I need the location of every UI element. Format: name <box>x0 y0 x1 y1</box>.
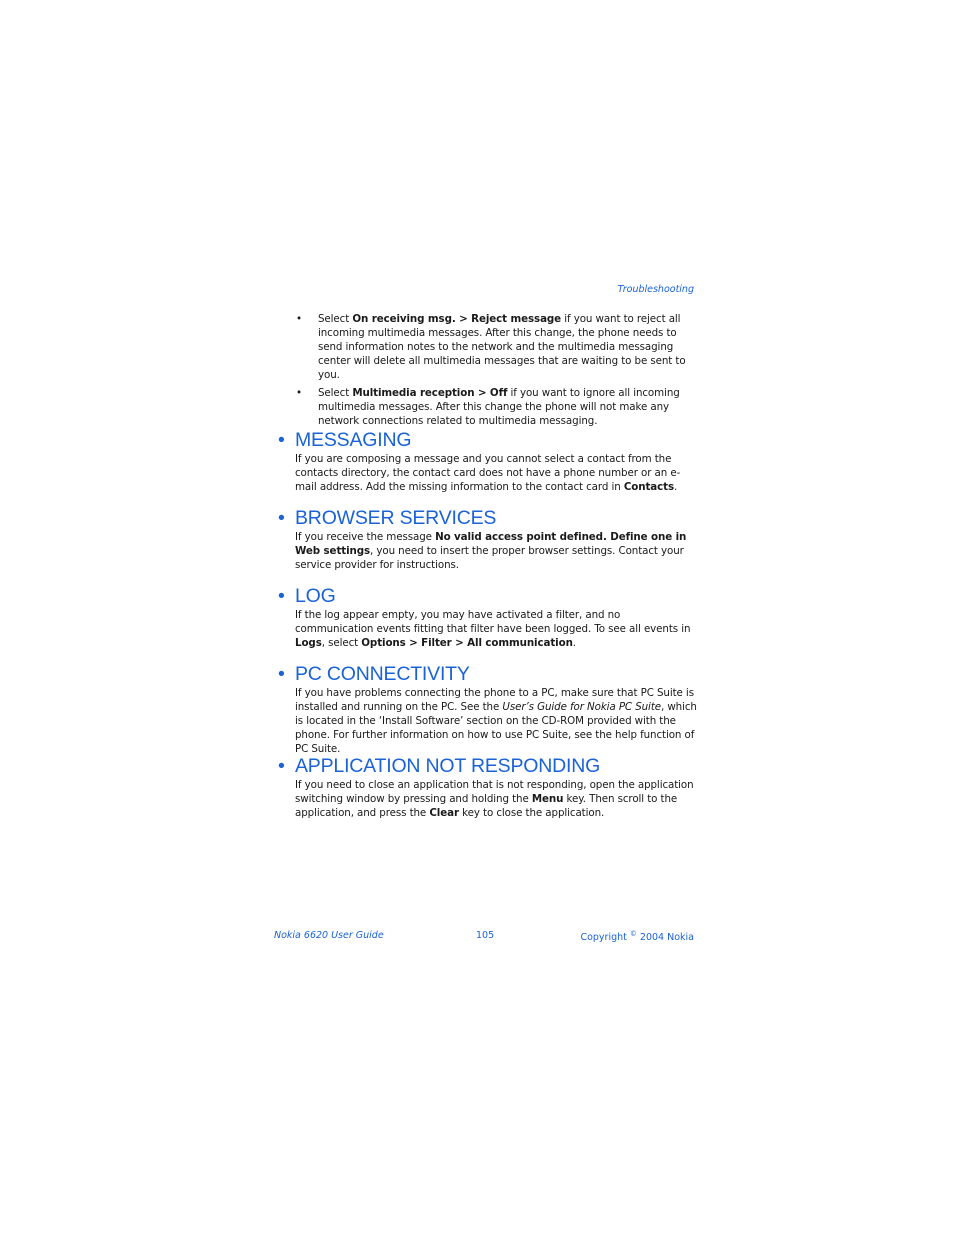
bold-term: On receiving msg. > Reject message <box>352 313 562 325</box>
text-run: key to close the application. <box>458 807 605 819</box>
footer-page-number: 105 <box>476 930 495 941</box>
section-paragraph <box>295 686 698 756</box>
text-run: If you receive the message <box>295 531 436 543</box>
section-browser-services <box>278 507 698 572</box>
text-run: If you are composing a message and you cannot select a contact from the contacts directory, the contact card does not have a phone number or an e-mail address. Add the missing information to the contact card in <box>295 453 681 493</box>
section-paragraph <box>295 608 698 650</box>
section-messaging <box>278 429 698 494</box>
text-run: if you want to reject all incoming multimedia messages. After this change, the phone needs to send information notes to the network and the multimedia messaging center will delete all multimedia messages that are waiting to be sent to you. <box>318 313 686 381</box>
section-heading <box>278 507 698 529</box>
section-paragraph <box>295 452 698 494</box>
copyright-suffix: 2004 Nokia <box>636 932 694 944</box>
text-run: Select <box>318 313 353 325</box>
text-run: Select <box>318 387 353 399</box>
section-paragraph <box>295 778 698 820</box>
bold-term: Menu <box>531 793 564 805</box>
italic-title: User’s Guide for Nokia PC Suite <box>502 701 661 713</box>
section-title: PC CONNECTIVITY <box>295 663 470 685</box>
bold-term: Logs <box>295 637 322 649</box>
running-header: Troubleshooting <box>617 284 694 295</box>
bullet-text <box>318 387 680 427</box>
heading-bullet-icon: • <box>278 755 285 777</box>
text-run: key. Then scroll to the application, and press the <box>295 793 678 819</box>
text-run: If you have problems connecting the phone to a PC, make sure that PC Suite is installed and running on the PC. See the <box>295 687 694 713</box>
bullet-item <box>296 386 696 428</box>
bullet-item <box>296 312 696 382</box>
heading-bullet-icon: • <box>278 585 285 607</box>
bullet-icon: • <box>296 387 302 399</box>
text-run: , select <box>321 637 362 649</box>
text-run: . <box>572 637 576 649</box>
bold-term: Options > Filter > All communication <box>361 637 573 649</box>
copyright-prefix: Copyright <box>580 932 630 944</box>
section-title: BROWSER SERVICES <box>295 507 497 529</box>
section-heading <box>278 755 698 777</box>
bullet-icon: • <box>296 313 302 325</box>
section-heading <box>278 429 698 451</box>
section-application-not-responding <box>278 755 698 820</box>
bold-term: No valid access point defined. Define one in Web settings <box>295 531 687 557</box>
bold-term: Contacts <box>623 481 675 493</box>
footer-copyright <box>580 930 694 943</box>
copyright-symbol: © <box>629 930 637 938</box>
bold-term: Multimedia reception > Off <box>352 387 508 399</box>
text-run: , which is located in the ‘Install Software’ section on the CD-ROM provided with the phone. For further information on how to use PC Suite, see the help function of PC Suite. <box>295 701 697 755</box>
bullet-list <box>296 312 696 432</box>
heading-bullet-icon: • <box>278 663 285 685</box>
section-paragraph <box>295 530 698 572</box>
section-pc-connectivity <box>278 663 698 756</box>
section-log <box>278 585 698 650</box>
bold-term: Clear <box>429 807 459 819</box>
bullet-text <box>318 313 686 381</box>
text-run: , you need to insert the proper browser settings. Contact your service provider for instructions. <box>295 545 684 571</box>
text-run: . <box>674 481 678 493</box>
text-run: if you want to ignore all incoming multimedia messages. After this change the phone will not make any network connections related to multimedia messaging. <box>318 387 680 427</box>
heading-bullet-icon: • <box>278 429 285 451</box>
text-run: If you need to close an application that is not responding, open the application switching window by pressing and holding the <box>295 779 694 805</box>
text-run: If the log appear empty, you may have activated a filter, and no communication events fitting that filter have been logged. To see all events in <box>295 609 691 635</box>
section-title: APPLICATION NOT RESPONDING <box>295 755 601 777</box>
footer-guide-title: Nokia 6620 User Guide <box>274 930 384 941</box>
section-heading <box>278 585 698 607</box>
section-heading <box>278 663 698 685</box>
section-title: LOG <box>295 585 336 607</box>
heading-bullet-icon: • <box>278 507 285 529</box>
section-title: MESSAGING <box>295 429 412 451</box>
